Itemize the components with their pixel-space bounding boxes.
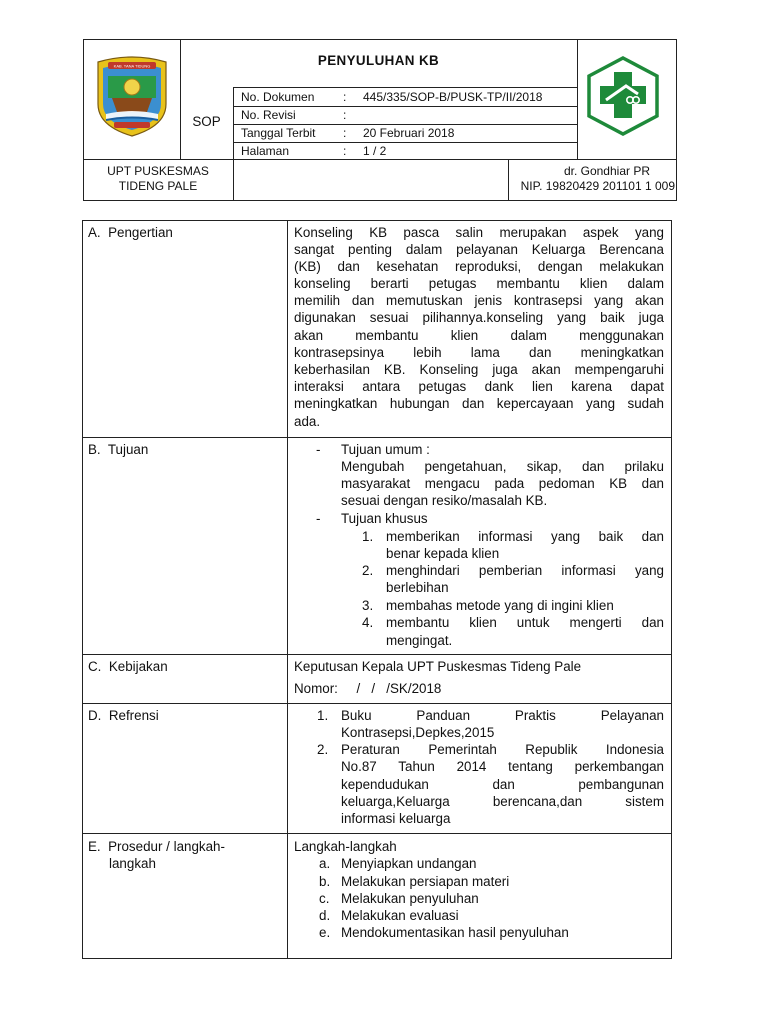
document-title: PENYULUHAN KB: [317, 53, 440, 68]
text-line: (KB) dan kesehatan reproduksi, dengan melakukan: [294, 259, 664, 274]
text-line: meningkatkan hubungan dan kepercayaan yang sudah: [294, 396, 664, 411]
text-line: kontrasepsinya lebih lama dan meningkatkan: [294, 345, 664, 360]
signer-name: dr. Gondhiar PR: [563, 164, 650, 178]
regency-emblem-icon: [92, 54, 172, 138]
list-number: 1.: [317, 708, 329, 723]
kebijakan-line1: Keputusan Kepala UPT Puskesmas Tideng Pale: [294, 659, 582, 674]
meta-label: Tanggal Terbit: [241, 126, 316, 140]
text-line: Kontrasepsi,Depkes,2015: [341, 725, 495, 740]
text-line: sesuai dengan resiko/masalah KB.: [341, 493, 548, 508]
signer-nip: NIP. 19820429 201101 1 009: [520, 179, 675, 193]
kebijakan-line2: Nomor: / / /SK/2018: [294, 681, 442, 696]
section-b-label: B. Tujuan: [88, 442, 149, 457]
puskesmas-logo-icon: [584, 56, 662, 136]
text-line: menghindari pemberian informasi yang: [386, 563, 664, 578]
text-line: kependudukan dan pembangunan: [341, 777, 664, 792]
step-text: Melakukan evaluasi: [341, 908, 459, 923]
meta-value: 20 Februari 2018: [363, 126, 455, 140]
list-number: 2.: [362, 563, 374, 578]
text-line: interaksi antara petugas dank lien karena dapat: [294, 379, 664, 394]
text-line: berlebihan: [386, 580, 449, 595]
text-line: konseling berarti petugas membantu klien dalam: [294, 276, 664, 291]
section-a-label: A. Pengertian: [88, 225, 173, 240]
text-line: memberikan informasi yang baik dan: [386, 529, 664, 544]
meta-label: Halaman: [241, 144, 290, 158]
list-number: 3.: [362, 598, 374, 613]
text-line: Peraturan Pemerintah Republik Indonesia: [341, 742, 664, 757]
text-line: benar kepada klien: [386, 546, 500, 561]
list-number: 1.: [362, 529, 374, 544]
list-number: 2.: [317, 742, 329, 757]
list-number: 4.: [362, 615, 374, 630]
section-d-label: D. Refrensi: [88, 708, 159, 723]
text-line: Konseling KB pasca salin merupakan aspek yang: [294, 225, 664, 240]
text-line: informasi keluarga: [341, 811, 451, 826]
tujuan-umum-title: Tujuan umum :: [341, 442, 430, 457]
text-line: No.87 Tahun 2014 tentang perkembangan: [341, 759, 664, 774]
step-letter: b.: [319, 874, 331, 889]
text-line: membantu klien untuk mengerti dan: [386, 615, 664, 630]
step-text: Melakukan persiapan materi: [341, 874, 510, 889]
meta-colon: :: [343, 108, 347, 122]
org-name-line1: UPT PUSKESMAS: [107, 164, 209, 178]
meta-label: No. Dokumen: [241, 90, 315, 104]
text-line: Buku Panduan Praktis Pelayanan: [341, 708, 664, 723]
meta-value: 1 / 2: [363, 144, 387, 158]
text-line: sangat penting dalam pelayanan Keluarga Berencana: [294, 242, 664, 257]
text-line: akan membantu klien dalam menggunakan: [294, 328, 664, 343]
step-text: Melakukan penyuluhan: [341, 891, 479, 906]
text-line: digunakan sesuai pilihannya.konseling yang baik juga: [294, 310, 664, 325]
text-line: ada.: [294, 414, 321, 429]
text-line: mengingat.: [386, 633, 453, 648]
text-line: Mengubah pengetahuan, sikap, dan prilaku: [341, 459, 664, 474]
meta-label: No. Revisi: [241, 108, 296, 122]
org-name-line2: TIDENG PALE: [118, 179, 198, 193]
sop-label: SOP: [192, 114, 221, 129]
bullet-dash: -: [316, 442, 321, 457]
text-line: masyarakat mengacu pada pedoman KB dan: [341, 476, 664, 491]
section-c-label: C. Kebijakan: [88, 659, 168, 674]
section-e-label-line2: langkah: [109, 856, 156, 871]
meta-value: 445/335/SOP-B/PUSK-TP/II/2018: [363, 90, 543, 104]
text-line: memilih dan memutuskan jenis kontrasepsi yang akan: [294, 293, 664, 308]
emblem-lettering: KAB. TANA TIDUNG: [113, 63, 151, 69]
step-letter: e.: [319, 925, 331, 940]
meta-colon: :: [343, 126, 347, 140]
text-line: keluarga,Keluarga berencana,dan sistem: [341, 794, 664, 809]
step-text: Menyiapkan undangan: [341, 856, 477, 871]
meta-colon: :: [343, 144, 347, 158]
tujuan-khusus-title: Tujuan khusus: [341, 511, 428, 526]
step-letter: d.: [319, 908, 331, 923]
text-line: membahas metode yang di ingini klien: [386, 598, 614, 613]
bullet-dash: -: [316, 511, 321, 526]
section-e-label-line1: E. Prosedur / langkah-: [88, 839, 225, 854]
step-letter: c.: [319, 891, 330, 906]
step-letter: a.: [319, 856, 331, 871]
meta-colon: :: [343, 90, 347, 104]
steps-intro: Langkah-langkah: [294, 839, 397, 854]
step-text: Mendokumentasikan hasil penyuluhan: [341, 925, 569, 940]
text-line: keberhasilan KB. Konseling juga akan mempengaruhi: [294, 362, 664, 377]
